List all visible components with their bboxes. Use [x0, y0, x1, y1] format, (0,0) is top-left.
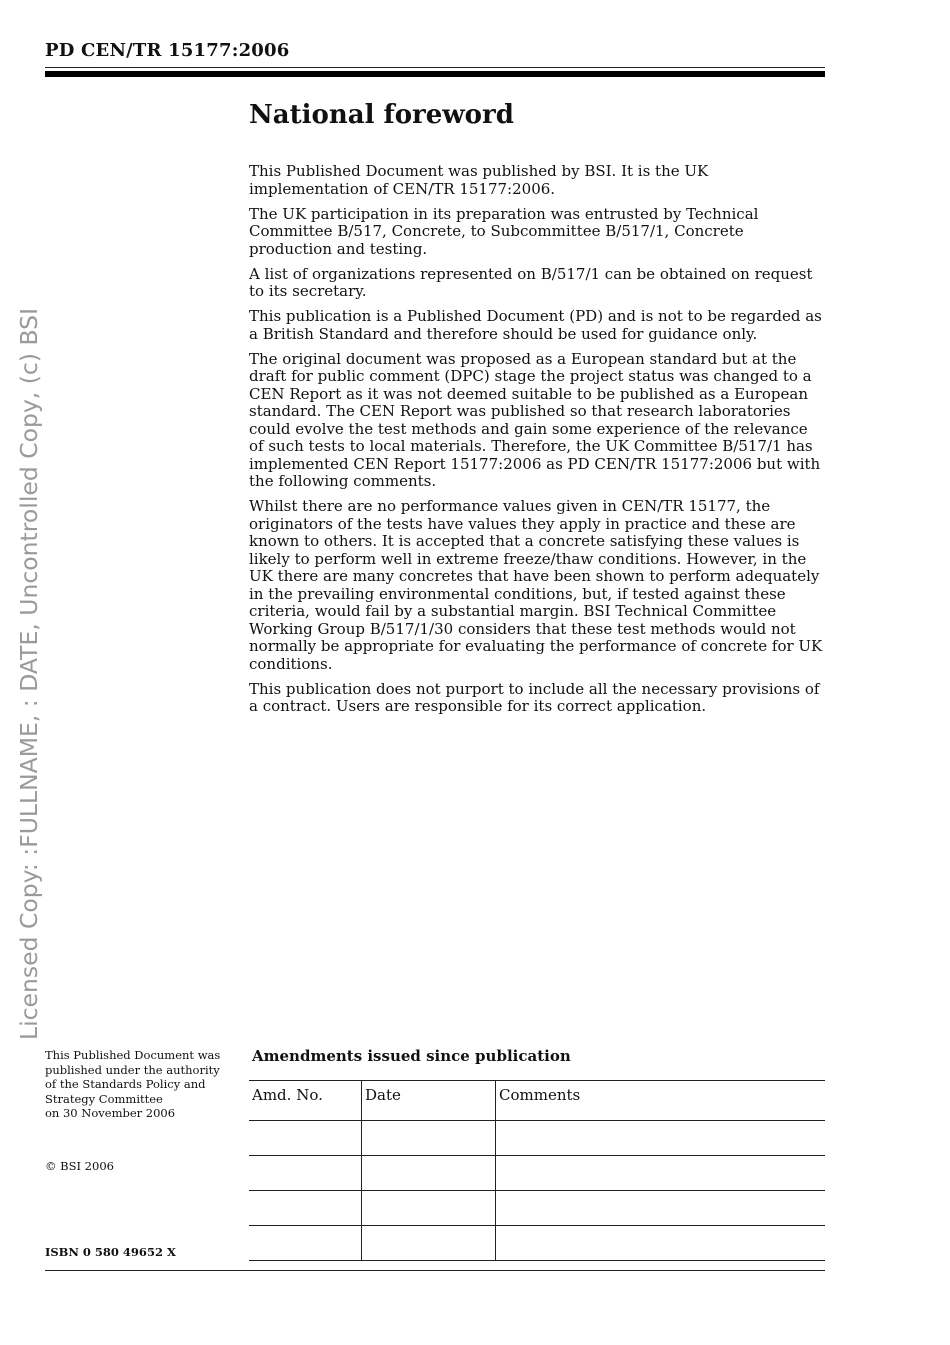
- amendments-title: Amendments issued since publication: [252, 1047, 571, 1065]
- paragraph: The original document was proposed as a European standard but at the draft for public comment (DPC) stage the project status was changed to a CEN Report as it was not deemed suitable to be published as a European standard. The CEN Report was published so that research laboratories could evolve the test methods and gain some experience of the relevance of such tests to local materials. Therefore, the UK Committee B/517/1 has implemented CEN Report 15177:2006 as PD CEN/TR 15177:2006 but with the following comments.: [249, 349, 821, 490]
- table-header-row: [249, 1081, 825, 1121]
- header-rule-thin: [45, 67, 825, 68]
- publication-authority-note: [45, 1048, 235, 1121]
- table-row: [249, 1226, 825, 1261]
- isbn: ISBN 0 580 49652 X: [45, 1245, 176, 1259]
- table-cell: [362, 1226, 496, 1261]
- foreword-body: [249, 163, 823, 723]
- paragraph: The UK participation in its preparation was entrusted by Technical Committee B/517, Concrete, to Subcommittee B/517/1, Concrete production and testing.: [249, 204, 759, 258]
- note-line: Strategy Committee: [45, 1091, 163, 1106]
- column-header-comments: Comments: [496, 1081, 826, 1121]
- table-cell: [249, 1156, 362, 1191]
- table-cell: [496, 1121, 826, 1156]
- header-rule-thick: [45, 71, 825, 77]
- paragraph: This publication is a Published Document (PD) and is not to be regarded as a British Standard and therefore should be used for guidance only.: [249, 307, 822, 343]
- note-line: This Published Document was: [45, 1048, 221, 1062]
- paragraph: A list of organizations represented on B/517/1 can be obtained on request to its secretary.: [249, 264, 813, 300]
- table-cell: [362, 1121, 496, 1156]
- paragraph: This publication does not purport to include all the necessary provisions of a contract. Users are responsible for its correct application.: [249, 679, 820, 715]
- table-row: [249, 1121, 825, 1156]
- note-line: on 30 November 2006: [45, 1106, 176, 1120]
- document-code: PD CEN/TR 15177:2006: [45, 40, 290, 61]
- amendments-table: [249, 1080, 825, 1261]
- license-watermark: Licensed Copy: :FULLNAME, : DATE, Uncontrolled Copy, (c) BSI: [15, 307, 43, 1040]
- table-cell: [362, 1191, 496, 1226]
- note-line: of the Standards Policy and: [45, 1077, 206, 1091]
- table-row: [249, 1191, 825, 1226]
- note-line: published under the authority: [45, 1062, 220, 1077]
- paragraph: Whilst there are no performance values given in CEN/TR 15177, the originators of the tests have values they apply in practice and these are known to others. It is accepted that a concrete satisfying these values is likely to perform well in extreme freeze/thaw conditions. However, in the UK there are many concretes that have been shown to perform adequately in the prevailing environmental conditions, but, if tested against these criteria, would fail by a substantial margin. BSI Technical Committee Working Group B/517/1/30 considers that these test methods would not normally be appropriate for evaluating the performance of concrete for UK conditions.: [249, 497, 823, 673]
- table-cell: [496, 1226, 826, 1261]
- table-cell: [249, 1191, 362, 1226]
- column-header-date: Date: [362, 1081, 496, 1121]
- table-cell: [249, 1226, 362, 1261]
- table-row: [249, 1156, 825, 1191]
- table-cell: [249, 1121, 362, 1156]
- paragraph: This Published Document was published by BSI. It is the UK implementation of CEN/TR 15177:2006.: [249, 162, 709, 198]
- column-header-amd-no: Amd. No.: [249, 1081, 362, 1121]
- page-title: National foreword: [249, 100, 514, 130]
- table-cell: [362, 1156, 496, 1191]
- table-cell: [496, 1191, 826, 1226]
- table-cell: [496, 1156, 826, 1191]
- copyright-notice: © BSI 2006: [45, 1159, 114, 1173]
- footer-rule: [45, 1270, 825, 1271]
